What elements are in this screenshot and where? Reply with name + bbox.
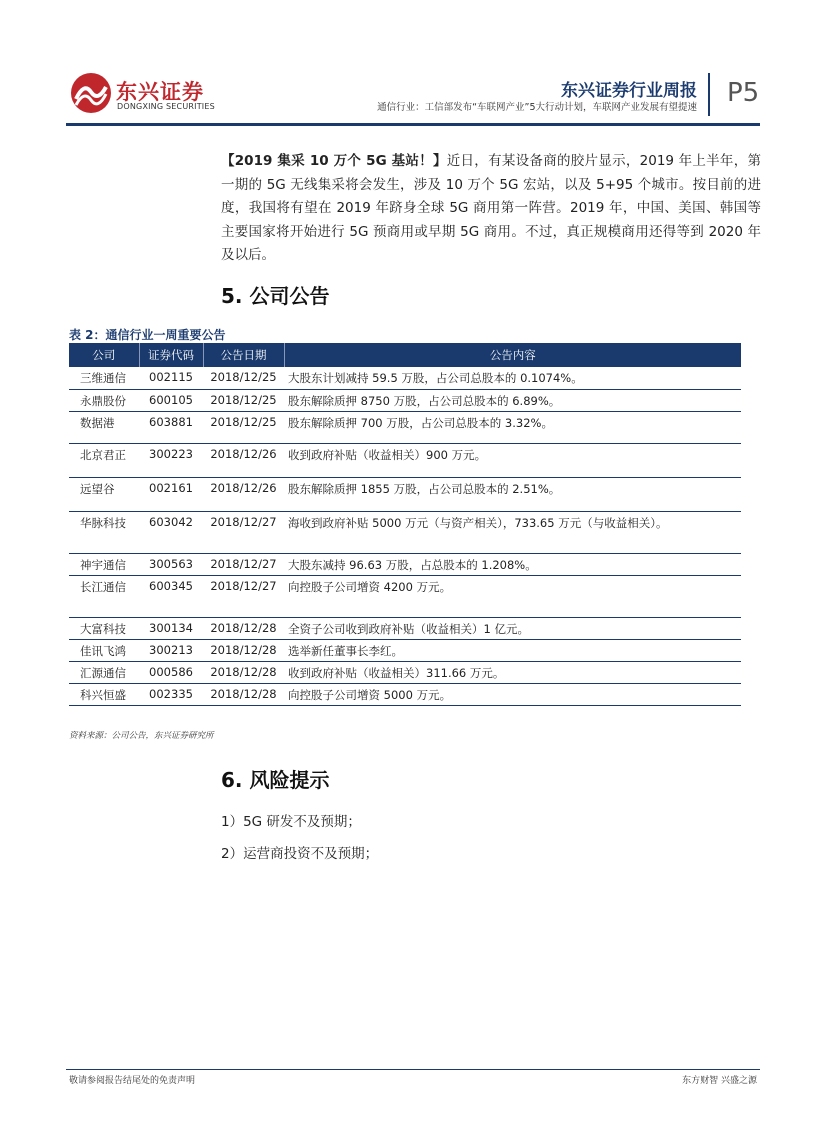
table-source: 资料来源：公司公告，东兴证券研究所 (69, 731, 214, 741)
content-cell: 全资子公司收到政府补贴（收益相关）1 亿元。 (284, 617, 741, 639)
content-cell: 收到政府补贴（收益相关）900 万元。 (284, 443, 741, 477)
logo-chinese-name: 东兴证券 (116, 80, 204, 104)
table-row (69, 553, 741, 575)
code-cell: 603881 (139, 411, 203, 443)
footer-slogan: 东方财智 兴盛之源 (682, 1076, 757, 1086)
code-cell: 603042 (139, 511, 203, 553)
table-row (69, 367, 741, 389)
company-cell: 数据港 (69, 411, 139, 443)
company-cell: 长江通信 (69, 575, 139, 617)
table-row (69, 477, 741, 511)
date-cell: 2018/12/27 (203, 511, 284, 553)
content-cell: 股东解除质押 1855 万股，占公司总股本的 2.51%。 (284, 477, 741, 511)
company-cell: 佳讯飞鸿 (69, 639, 139, 661)
table-row (69, 575, 741, 617)
code-cell: 600345 (139, 575, 203, 617)
paragraph-lead: 【2019 集采 10 万个 5G 基站！】 (221, 153, 447, 169)
date-cell: 2018/12/25 (203, 389, 284, 411)
disclaimer-note: 敬请参阅报告结尾处的免责声明 (69, 1076, 196, 1086)
company-cell: 汇源通信 (69, 661, 139, 683)
company-cell: 远望谷 (69, 477, 139, 511)
content-cell: 大股东减持 96.63 万股，占总股本的 1.208%。 (284, 553, 741, 575)
header-divider (708, 73, 710, 116)
code-cell: 300563 (139, 553, 203, 575)
code-cell: 300213 (139, 639, 203, 661)
code-cell: 002115 (139, 367, 203, 389)
company-cell: 北京君正 (69, 443, 139, 477)
code-cell: 002161 (139, 477, 203, 511)
table-row (69, 683, 741, 705)
company-cell: 三维通信 (69, 367, 139, 389)
code-cell: 300223 (139, 443, 203, 477)
company-logo-icon (70, 72, 112, 114)
date-cell: 2018/12/27 (203, 575, 284, 617)
column-header: 公司 (69, 343, 139, 367)
code-cell: 300134 (139, 617, 203, 639)
page-number: P5 (727, 78, 760, 108)
content-cell: 向控股子公司增资 4200 万元。 (284, 575, 741, 617)
company-cell: 华脉科技 (69, 511, 139, 553)
company-cell: 神宇通信 (69, 553, 139, 575)
date-cell: 2018/12/28 (203, 639, 284, 661)
date-cell: 2018/12/26 (203, 443, 284, 477)
date-cell: 2018/12/25 (203, 367, 284, 389)
table-row (69, 411, 741, 443)
date-cell: 2018/12/28 (203, 661, 284, 683)
code-cell: 002335 (139, 683, 203, 705)
content-cell: 股东解除质押 700 万股，占公司总股本的 3.32%。 (284, 411, 741, 443)
risk-item: 1）5G 研发不及预期； (221, 814, 361, 830)
company-cell: 科兴恒盛 (69, 683, 139, 705)
table-row (69, 661, 741, 683)
company-cell: 大富科技 (69, 617, 139, 639)
content-cell: 大股东计划减持 59.5 万股，占公司总股本的 0.1074%。 (284, 367, 741, 389)
section-6-title: 6. 风险提示 (221, 768, 330, 792)
code-cell: 000586 (139, 661, 203, 683)
date-cell: 2018/12/28 (203, 617, 284, 639)
column-header: 公告日期 (203, 343, 284, 367)
risk-item: 2）运营商投资不及预期； (221, 846, 379, 862)
content-cell: 向控股子公司增资 5000 万元。 (284, 683, 741, 705)
announcements-table (69, 343, 741, 706)
content-cell: 收到政府补贴（收益相关）311.66 万元。 (284, 661, 741, 683)
table-row (69, 617, 741, 639)
content-cell: 海收到政府补贴 5000 万元（与资产相关），733.65 万元（与收益相关）。 (284, 511, 741, 553)
section-5-title: 5. 公司公告 (221, 284, 330, 308)
date-cell: 2018/12/25 (203, 411, 284, 443)
table-row (69, 511, 741, 553)
date-cell: 2018/12/27 (203, 553, 284, 575)
company-cell: 永鼎股份 (69, 389, 139, 411)
report-title: 东兴证券行业周报 (561, 81, 697, 101)
table-row (69, 389, 741, 411)
table-title: 表 2：通信行业一周重要公告 (69, 328, 226, 342)
table-row (69, 639, 741, 661)
table-row (69, 443, 741, 477)
content-cell: 股东解除质押 8750 万股，占公司总股本的 6.89%。 (284, 389, 741, 411)
date-cell: 2018/12/28 (203, 683, 284, 705)
paragraph-body: 近日，有某设备商的胶片显示，2019 年上半年，第一期的 5G 无线集采将会发生，涉及 10 万个 5G 宏站，以及 5+95 个城市。按目前的进度，我国将有望在 2019 年跻身全球 5G 商用第一阵营。2019 年，中国、美国、韩国等主要国家将开始进行 5G 预商用或早期 5G 商用。不过，真正规模商用还得等到 2020 年及以后。 (221, 153, 761, 263)
code-cell: 600105 (139, 389, 203, 411)
column-header: 公告内容 (284, 343, 741, 367)
news-paragraph (221, 150, 761, 268)
column-header: 证券代码 (139, 343, 203, 367)
table-header-row (69, 343, 741, 367)
date-cell: 2018/12/26 (203, 477, 284, 511)
report-subtitle: 通信行业：工信部发布“车联网产业”5大行动计划，车联网产业发展有望提速 (377, 102, 697, 113)
content-cell: 选举新任董事长李红。 (284, 639, 741, 661)
header-rule (66, 123, 760, 126)
footer-rule (66, 1069, 760, 1070)
logo-english-name: DONGXING SECURITIES (117, 102, 215, 111)
